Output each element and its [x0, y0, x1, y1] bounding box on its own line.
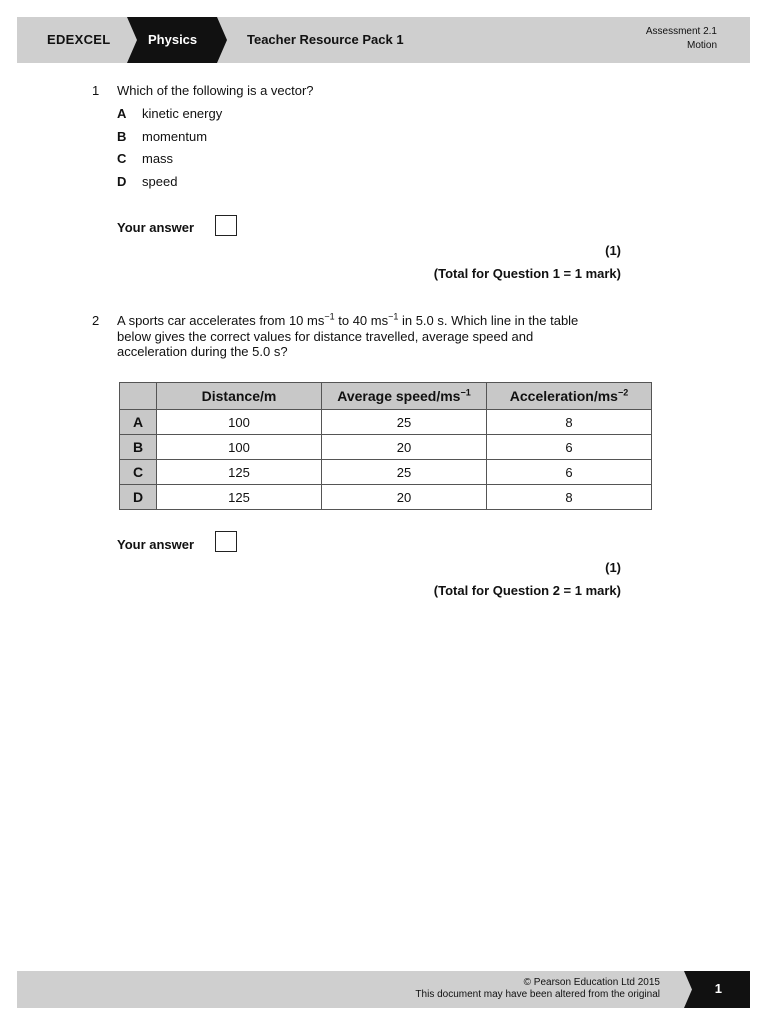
footer-notice [415, 977, 660, 1001]
table-row [120, 460, 652, 485]
cell-speed: 20 [322, 485, 487, 510]
page-footer [17, 971, 750, 1008]
answer-box[interactable] [215, 215, 237, 236]
cell-speed: 20 [322, 435, 487, 460]
row-label: D [120, 485, 157, 510]
table-header-blank [120, 383, 157, 410]
resource-pack-title: Teacher Resource Pack 1 [247, 32, 404, 47]
option-text: speed [142, 174, 178, 189]
cell-distance: 100 [157, 410, 322, 435]
mark-value: (1) [605, 560, 621, 575]
option-text: kinetic energy [142, 106, 223, 121]
assessment-number: Assessment 2.1 [645, 26, 717, 37]
alteration-notice: This document may have been altered from the original [415, 989, 660, 1000]
page-header [17, 17, 750, 63]
cell-acceleration: 8 [487, 410, 652, 435]
table-row [120, 485, 652, 510]
unit-superscript: −2 [617, 387, 629, 398]
text-segment: A sports car accelerates from 10 ms [117, 313, 325, 328]
cell-acceleration: 8 [487, 485, 652, 510]
unit-superscript: −1 [460, 387, 471, 398]
answer-label: Your answer [117, 537, 195, 552]
table-header-speed [322, 383, 487, 410]
cell-speed: 25 [322, 460, 487, 485]
question-text: Which of the following is a vector? [117, 83, 314, 98]
question-number: 1 [92, 83, 100, 98]
answer-label: Your answer [117, 220, 195, 235]
page-number: 1 [714, 981, 722, 996]
row-label: B [120, 435, 157, 460]
question-text [117, 313, 637, 360]
text-segment: to 40 ms [334, 313, 389, 328]
table-row [120, 435, 652, 460]
option-letter: C [117, 151, 127, 166]
mark-value: (1) [605, 243, 621, 258]
table-header-distance: Distance/m [157, 383, 322, 410]
option-text: mass [142, 151, 174, 166]
answer-options-table [119, 382, 652, 510]
question-text-line: below gives the correct values for distance travelled, average speed and [117, 328, 534, 344]
text-segment: in 5.0 s. Which line in the table [398, 313, 579, 328]
unit-superscript: −1 [324, 311, 335, 322]
subject-label: Physics [148, 32, 198, 47]
copyright-text: © Pearson Education Ltd 2015 [523, 977, 660, 988]
assessment-info [646, 25, 717, 53]
cell-acceleration: 6 [487, 435, 652, 460]
cell-acceleration: 6 [487, 460, 652, 485]
row-label: C [120, 460, 157, 485]
assessment-topic: Motion [686, 40, 717, 51]
table-header-row [120, 383, 652, 410]
unit-superscript: −1 [388, 311, 399, 322]
cell-speed: 25 [322, 410, 487, 435]
answer-box[interactable] [215, 531, 237, 552]
row-label: A [120, 410, 157, 435]
question-text-line [117, 313, 637, 329]
exam-board: EDEXCEL [47, 32, 111, 47]
question-number: 2 [92, 313, 100, 328]
cell-distance: 100 [157, 435, 322, 460]
header-text: Average speed/ms [337, 388, 461, 404]
table-row [120, 410, 652, 435]
option-text: momentum [142, 129, 208, 144]
header-text: Acceleration/ms [509, 388, 618, 404]
table-header-acceleration [487, 383, 652, 410]
option-letter: B [117, 129, 127, 144]
cell-distance: 125 [157, 460, 322, 485]
cell-distance: 125 [157, 485, 322, 510]
question-total: (Total for Question 1 = 1 mark) [433, 266, 621, 281]
question-total: (Total for Question 2 = 1 mark) [433, 583, 621, 598]
question-text-line: acceleration during the 5.0 s? [117, 344, 288, 359]
option-letter: A [117, 106, 127, 121]
option-letter: D [117, 174, 127, 189]
